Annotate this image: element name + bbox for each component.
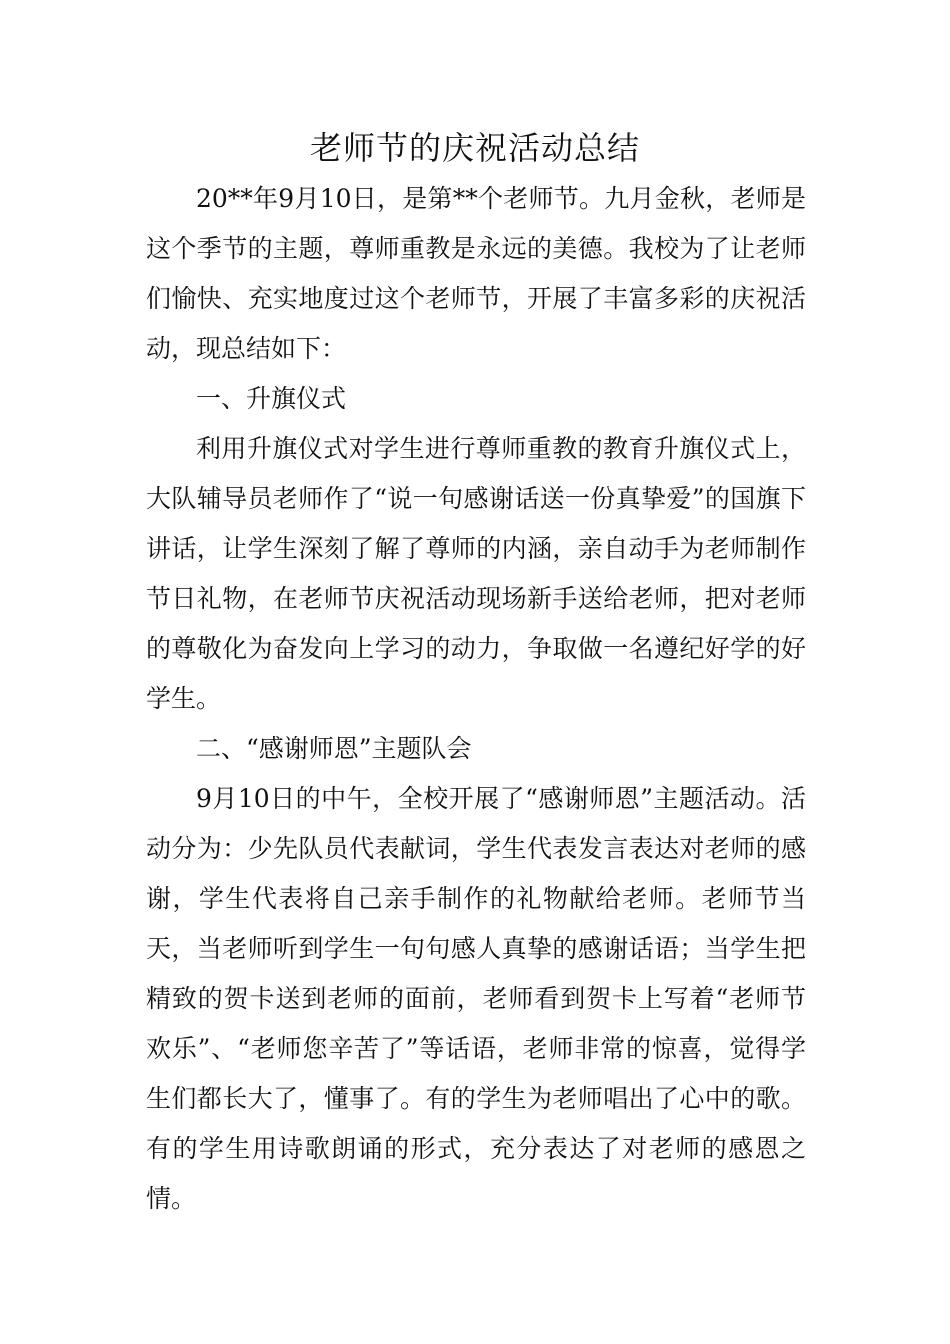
section-heading-theme-meeting: 二、“感谢师恩”主题队会 [196,734,472,763]
document-body [146,174,806,1224]
paragraph-theme-meeting: 9月10日的中午，全校开展了“感谢师恩”主题活动。活动分为：少先队员代表献词，学生代表发言表达对老师的感谢，学生代表将自己亲手制作的礼物献给老师。老师节当天，当老师听到学生一句句感人真挚的感谢话语；当学生把精致的贺卡送到老师的面前，老师看到贺卡上写着“老师节欢乐”、“老师您辛苦了”等话语，老师非常的惊喜，觉得学生们都长大了，懂事了。有的学生为老师唱出了心中的歌。有的学生用诗歌朗诵的形式，充分表达了对老师的感恩之情。 [146,784,806,1213]
paragraph-intro: 20**年9月10日，是第**个老师节。九月金秋，老师是这个季节的主题，尊师重教是永远的美德。我校为了让老师们愉快、充实地度过这个老师节，开展了丰富多彩的庆祝活动，现总结如下： [146,184,806,363]
section-heading-flag-ceremony: 一、升旗仪式 [196,384,347,413]
document-title: 老师节的庆祝活动总结 [309,129,640,167]
paragraph-flag-ceremony: 利用升旗仪式对学生进行尊师重教的教育升旗仪式上，大队辅导员老师作了“说一句感谢话送一份真挚爱”的国旗下讲话，让学生深刻了解了尊师的内涵，亲自动手为老师制作节日礼物，在老师节庆祝活动现场新手送给老师，把对老师的尊敬化为奋发向上学习的动力，争取做一名遵纪好学的好学生。 [146,434,806,713]
